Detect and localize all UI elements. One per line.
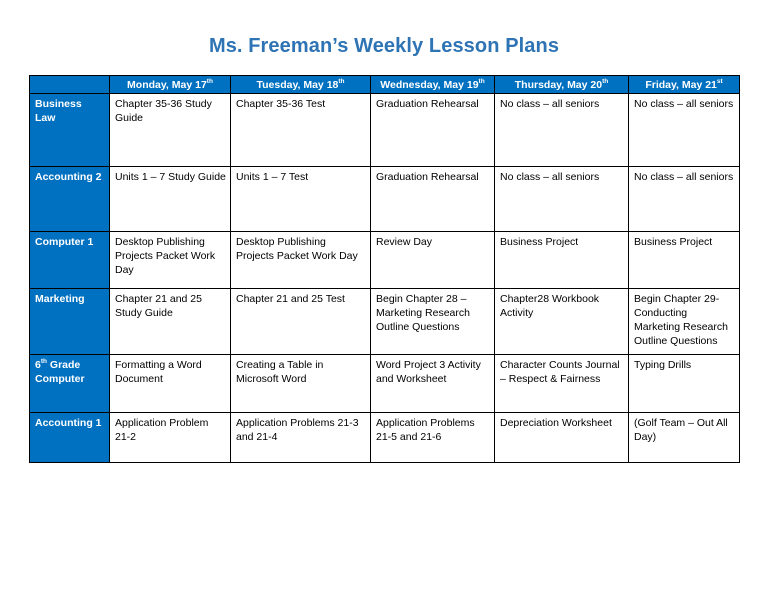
table-row [30,94,740,167]
lesson-cell: Chapter 21 and 25 Study Guide [110,289,231,355]
lesson-cell: No class – all seniors [495,167,629,232]
lesson-cell: Graduation Rehearsal [371,94,495,167]
lesson-cell: No class – all seniors [495,94,629,167]
lesson-cell: (Golf Team – Out All Day) [629,413,740,463]
lesson-cell: Begin Chapter 29- Conducting Marketing Research Outline Questions [629,289,740,355]
subject-cell: Computer 1 [30,232,110,289]
header-day-monday: Monday, May 17th [110,76,231,94]
lesson-cell: Formatting a Word Document [110,355,231,413]
lesson-cell: Chapter 35-36 Study Guide [110,94,231,167]
header-row [30,76,740,94]
subject-cell: 6th Grade Computer [30,355,110,413]
lesson-cell: Word Project 3 Activity and Worksheet [371,355,495,413]
lesson-cell: Units 1 – 7 Test [231,167,371,232]
lesson-cell: Review Day [371,232,495,289]
table-row [30,355,740,413]
header-day-wednesday: Wednesday, May 19th [371,76,495,94]
lesson-cell: Character Counts Journal – Respect & Fairness [495,355,629,413]
lesson-cell: Typing Drills [629,355,740,413]
header-day-tuesday: Tuesday, May 18th [231,76,371,94]
lesson-cell: Creating a Table in Microsoft Word [231,355,371,413]
lesson-cell: Chapter28 Workbook Activity [495,289,629,355]
subject-cell: Business Law [30,94,110,167]
table-row [30,232,740,289]
table-row [30,167,740,232]
lesson-cell: Depreciation Worksheet [495,413,629,463]
lesson-cell: Chapter 35-36 Test [231,94,371,167]
lesson-cell: Desktop Publishing Projects Packet Work Day [110,232,231,289]
lesson-cell: Chapter 21 and 25 Test [231,289,371,355]
subject-cell: Marketing [30,289,110,355]
lesson-cell: Begin Chapter 28 – Marketing Research Outline Questions [371,289,495,355]
lesson-cell: Business Project [495,232,629,289]
lesson-cell: No class – all seniors [629,94,740,167]
lesson-cell: Graduation Rehearsal [371,167,495,232]
subject-cell: Accounting 2 [30,167,110,232]
lesson-cell: Application Problems 21-3 and 21-4 [231,413,371,463]
lesson-cell: Application Problems 21-5 and 21-6 [371,413,495,463]
lesson-cell: Desktop Publishing Projects Packet Work Day [231,232,371,289]
table-row [30,413,740,463]
lesson-cell: No class – all seniors [629,167,740,232]
header-day-thursday: Thursday, May 20th [495,76,629,94]
lesson-cell: Application Problem 21-2 [110,413,231,463]
lesson-plan-table [29,75,740,463]
header-day-friday: Friday, May 21st [629,76,740,94]
table-row [30,289,740,355]
subject-cell: Accounting 1 [30,413,110,463]
page-title: Ms. Freeman’s Weekly Lesson Plans [208,35,560,57]
header-corner-cell [30,76,110,94]
lesson-cell: Business Project [629,232,740,289]
lesson-cell: Units 1 – 7 Study Guide [110,167,231,232]
